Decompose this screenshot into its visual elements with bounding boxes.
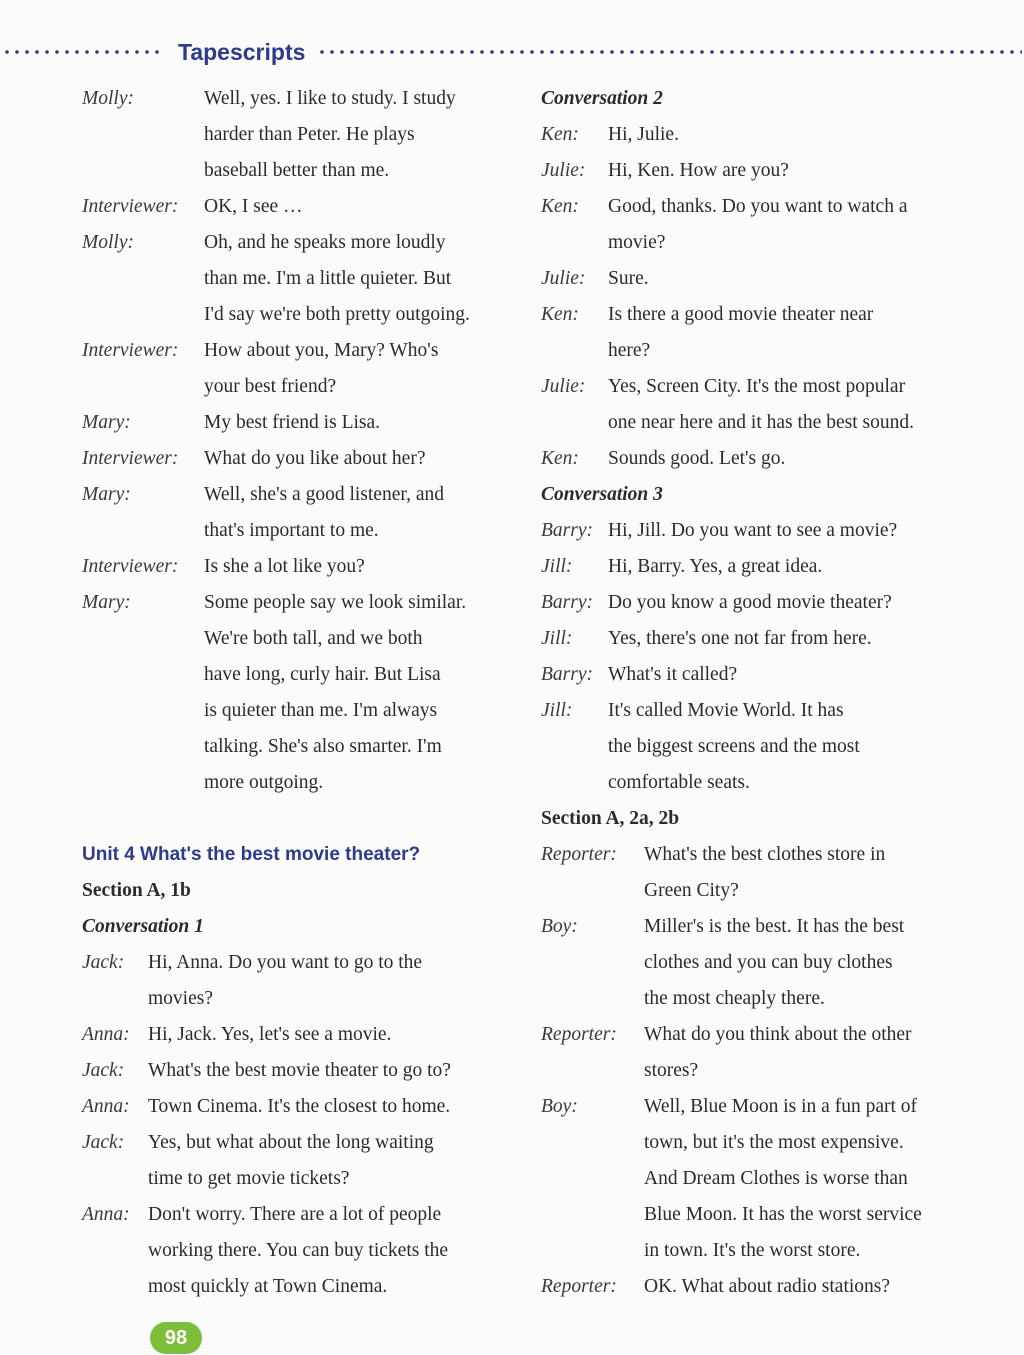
speaker-label: [541, 945, 644, 981]
dialogue-line: [541, 441, 971, 477]
dialogue-line: [82, 1053, 512, 1089]
dialogue-line: [541, 873, 971, 909]
dialogue-line: [541, 369, 971, 405]
speaker-label: Barry:: [541, 664, 593, 685]
dialogue-line: [541, 585, 971, 621]
dialogue-text: talking. She's also smarter. I'm: [204, 736, 442, 757]
dialogue-text: Blue Moon. It has the worst service: [644, 1204, 922, 1225]
conversation-heading: [82, 909, 512, 945]
dialogue-line: [541, 549, 971, 585]
dialogue-line: [541, 405, 971, 441]
dialogue-line: [82, 945, 512, 981]
dialogue-text: the most cheaply there.: [644, 988, 825, 1009]
dialogue-line: [541, 1269, 971, 1305]
dialogue-text: time to get movie tickets?: [148, 1168, 350, 1189]
dialogue-text: Green City?: [644, 880, 739, 901]
speaker-label: [82, 1269, 148, 1305]
speaker-label: Jill:: [541, 628, 573, 649]
speaker-label: Molly:: [82, 88, 134, 109]
dialogue-line: [82, 765, 512, 801]
dialogue-line: [541, 945, 971, 981]
dialogue-text: town, but it's the most expensive.: [644, 1132, 904, 1153]
speaker-label: [541, 873, 644, 909]
speaker-label: [82, 765, 204, 801]
speaker-label: [541, 225, 608, 261]
speaker-label: Anna:: [82, 1024, 130, 1045]
dialogue-text: working there. You can buy tickets the: [148, 1240, 449, 1261]
dialogue-line: [541, 765, 971, 801]
dialogue-text: movie?: [608, 232, 666, 253]
dialogue-line: [541, 261, 971, 297]
conversation-3-block: [541, 513, 971, 801]
speaker-label: Julie:: [541, 268, 586, 289]
dialogue-line: [541, 513, 971, 549]
speaker-label: Mary:: [82, 412, 131, 433]
speaker-label: Jack:: [82, 1060, 125, 1081]
dialogue-text: movies?: [148, 988, 213, 1009]
speaker-label: Anna:: [82, 1096, 130, 1117]
dialogue-text: Sure.: [608, 268, 649, 289]
left-column: [82, 81, 512, 1305]
dialogue-text: Yes, but what about the long waiting: [148, 1132, 434, 1153]
speaker-label: [82, 981, 148, 1017]
speaker-label: [82, 693, 204, 729]
dialogue-line: [541, 1053, 971, 1089]
speaker-label: [82, 657, 204, 693]
speaker-label: [82, 1161, 148, 1197]
dialogue-line: [82, 261, 512, 297]
speaker-label: [82, 369, 204, 405]
dialogue-line: [82, 981, 512, 1017]
speaker-label: [82, 621, 204, 657]
unit-title: Unit 4 What's the best movie theater?: [82, 844, 421, 865]
dialogue-text: Hi, Ken. How are you?: [608, 160, 789, 181]
speaker-label: Julie:: [541, 376, 586, 397]
dialogue-text: the biggest screens and the most: [608, 736, 860, 757]
speaker-label: Interviewer:: [82, 556, 179, 577]
dialogue-text: Hi, Barry. Yes, a great idea.: [608, 556, 823, 577]
section-2-block: [541, 837, 971, 1305]
dialogue-text: Oh, and he speaks more loudly: [204, 232, 446, 253]
dialogue-text: Don't worry. There are a lot of people: [148, 1204, 442, 1225]
dialogue-text: that's important to me.: [204, 520, 379, 541]
dialogue-line: [541, 837, 971, 873]
speaker-label: Interviewer:: [82, 340, 179, 361]
dialogue-text: What do you think about the other: [644, 1024, 912, 1045]
dialogue-line: [541, 117, 971, 153]
dialogue-text: Yes, Screen City. It's the most popular: [608, 376, 906, 397]
dialogue-text: is quieter than me. I'm always: [204, 700, 438, 721]
dialogue-text: Is there a good movie theater near: [608, 304, 874, 325]
dialogue-text: Some people say we look similar.: [204, 592, 467, 613]
speaker-label: [541, 1197, 644, 1233]
speaker-label: [82, 729, 204, 765]
dialogue-line: [541, 693, 971, 729]
dialogue-text: It's called Movie World. It has: [608, 700, 844, 721]
unit-heading: [82, 837, 512, 873]
dialogue-text: I'd say we're both pretty outgoing.: [204, 304, 470, 325]
speaker-label: [541, 765, 608, 801]
speaker-label: [82, 153, 204, 189]
dialogue-text: stores?: [644, 1060, 699, 1081]
dialogue-line: [82, 1233, 512, 1269]
dialogue-line: [541, 297, 971, 333]
section-2-title: Section A, 2a, 2b: [541, 808, 680, 829]
dialogue-text: OK. What about radio stations?: [644, 1276, 891, 1297]
spacer: [82, 801, 512, 837]
dialogue-line: [82, 333, 512, 369]
speaker-label: [541, 1053, 644, 1089]
dialogue-line: [541, 729, 971, 765]
speaker-label: [541, 1161, 644, 1197]
dialogue-line: [541, 1197, 971, 1233]
page-number-badge: 98: [150, 1322, 202, 1354]
dialogue-line: [82, 1089, 512, 1125]
speaker-label: Reporter:: [541, 1024, 617, 1045]
section-heading: [541, 801, 971, 837]
dialogue-line: [541, 1089, 971, 1125]
dialogue-line: [541, 225, 971, 261]
speaker-label: [541, 405, 608, 441]
dialogue-text: clothes and you can buy clothes: [644, 952, 893, 973]
dialogue-text: Well, Blue Moon is in a fun part of: [644, 1096, 918, 1117]
dialogue-text: than me. I'm a little quieter. But: [204, 268, 452, 289]
speaker-label: Boy:: [541, 1096, 578, 1117]
speaker-label: [82, 297, 204, 333]
conversation-heading: [541, 81, 971, 117]
dialogue-line: [82, 477, 512, 513]
dialogue-text: Hi, Jack. Yes, let's see a movie.: [148, 1024, 392, 1045]
speaker-label: Interviewer:: [82, 448, 179, 469]
dialogue-text: Sounds good. Let's go.: [608, 448, 786, 469]
speaker-label: [541, 333, 608, 369]
dialogue-line: [82, 225, 512, 261]
dialogue-line: [541, 909, 971, 945]
speaker-label: Boy:: [541, 916, 578, 937]
dialogue-text: here?: [608, 340, 651, 361]
dialogue-line: [82, 657, 512, 693]
speaker-label: Barry:: [541, 592, 593, 613]
dialogue-line: [82, 693, 512, 729]
speaker-label: Ken:: [541, 124, 579, 145]
dialogue-text: most quickly at Town Cinema.: [148, 1276, 388, 1297]
dialogue-text: Miller's is the best. It has the best: [644, 916, 905, 937]
dialogue-line: [82, 513, 512, 549]
dialogue-text: What's the best clothes store in: [644, 844, 886, 865]
dialogue-text: Town Cinema. It's the closest to home.: [148, 1096, 451, 1117]
dialogue-line: [541, 621, 971, 657]
dialogue-text: Good, thanks. Do you want to watch a: [608, 196, 908, 217]
dialogue-line: [82, 405, 512, 441]
speaker-label: Barry:: [541, 520, 593, 541]
speaker-label: [82, 117, 204, 153]
speaker-label: Jill:: [541, 700, 573, 721]
conversation-2-title: Conversation 2: [541, 88, 663, 109]
dialogue-line: [82, 1197, 512, 1233]
conversation-1-block: [82, 945, 512, 1305]
dialogue-text: one near here and it has the best sound.: [608, 412, 914, 433]
dialogue-text: Is she a lot like you?: [204, 556, 365, 577]
speaker-label: Jill:: [541, 556, 573, 577]
dialogue-text: in town. It's the worst store.: [644, 1240, 861, 1261]
dialogue-text: Do you know a good movie theater?: [608, 592, 892, 613]
dialogue-text: OK, I see …: [204, 196, 303, 217]
dialogue-text: have long, curly hair. But Lisa: [204, 664, 441, 685]
dialogue-line: [82, 297, 512, 333]
speaker-label: [541, 981, 644, 1017]
dialogue-line: [541, 1125, 971, 1161]
conversation-3-title: Conversation 3: [541, 484, 663, 505]
dialogue-line: [82, 369, 512, 405]
dialogue-line: [541, 1161, 971, 1197]
dialogue-line: [82, 1125, 512, 1161]
dialogue-line: [82, 585, 512, 621]
conversation-heading: [541, 477, 971, 513]
speaker-label: Ken:: [541, 304, 579, 325]
dialogue-text: What's the best movie theater to go to?: [148, 1060, 451, 1081]
dialogue-text: your best friend?: [204, 376, 337, 397]
dialogue-line: [82, 441, 512, 477]
dialogue-text: baseball better than me.: [204, 160, 390, 181]
speaker-label: Jack:: [82, 1132, 125, 1153]
dialogue-text: What's it called?: [608, 664, 738, 685]
dialogue-text: How about you, Mary? Who's: [204, 340, 439, 361]
dialogue-line: [541, 333, 971, 369]
header-dots-left: [2, 49, 164, 55]
dialogue-line: [82, 1269, 512, 1305]
dialogue-text: Hi, Julie.: [608, 124, 679, 145]
dialogue-text: Hi, Anna. Do you want to go to the: [148, 952, 423, 973]
dialogue-line: [82, 117, 512, 153]
dialogue-text: My best friend is Lisa.: [204, 412, 381, 433]
dialogue-line: [82, 729, 512, 765]
speaker-label: [541, 1125, 644, 1161]
speaker-label: [541, 1233, 644, 1269]
dialogue-line: [82, 81, 512, 117]
dialogue-text: harder than Peter. He plays: [204, 124, 415, 145]
dialogue-line: [541, 657, 971, 693]
dialogue-line: [82, 189, 512, 225]
dialogue-line: [541, 1017, 971, 1053]
dialogue-text: Hi, Jill. Do you want to see a movie?: [608, 520, 898, 541]
dialogue-line: [82, 1161, 512, 1197]
dialogue-text: more outgoing.: [204, 772, 324, 793]
speaker-label: Reporter:: [541, 844, 617, 865]
dialogue-text: We're both tall, and we both: [204, 628, 423, 649]
right-column: [541, 81, 971, 1305]
dialogue-line: [82, 549, 512, 585]
speaker-label: Ken:: [541, 196, 579, 217]
dialogue-text: And Dream Clothes is worse than: [644, 1168, 908, 1189]
section-title: Section A, 1b: [82, 880, 191, 901]
speaker-label: Interviewer:: [82, 196, 179, 217]
speaker-label: Anna:: [82, 1204, 130, 1225]
header-dots-right: [317, 49, 1022, 55]
dialogue-text: What do you like about her?: [204, 448, 426, 469]
dialogue-line: [82, 1017, 512, 1053]
speaker-label: [82, 1233, 148, 1269]
speaker-label: Mary:: [82, 592, 131, 613]
speaker-label: Mary:: [82, 484, 131, 505]
dialogue-line: [82, 153, 512, 189]
section-heading: [82, 873, 512, 909]
speaker-label: Julie:: [541, 160, 586, 181]
dialogue-text: Yes, there's one not far from here.: [608, 628, 872, 649]
dialogue-text: Well, she's a good listener, and: [204, 484, 444, 505]
speaker-label: Molly:: [82, 232, 134, 253]
dialogue-line: [541, 153, 971, 189]
left-dialogue-block: [82, 81, 512, 801]
dialogue-text: comfortable seats.: [608, 772, 750, 793]
speaker-label: Jack:: [82, 952, 125, 973]
speaker-label: [82, 261, 204, 297]
dialogue-text: Well, yes. I like to study. I study: [204, 88, 456, 109]
conversation-2-block: [541, 117, 971, 477]
page-header: [0, 34, 1024, 70]
speaker-label: Ken:: [541, 448, 579, 469]
speaker-label: [82, 513, 204, 549]
dialogue-line: [541, 981, 971, 1017]
dialogue-line: [541, 1233, 971, 1269]
speaker-label: [541, 729, 608, 765]
speaker-label: Reporter:: [541, 1276, 617, 1297]
dialogue-line: [541, 189, 971, 225]
dialogue-line: [82, 621, 512, 657]
header-title: Tapescripts: [178, 38, 306, 65]
conversation-title: Conversation 1: [82, 916, 204, 937]
